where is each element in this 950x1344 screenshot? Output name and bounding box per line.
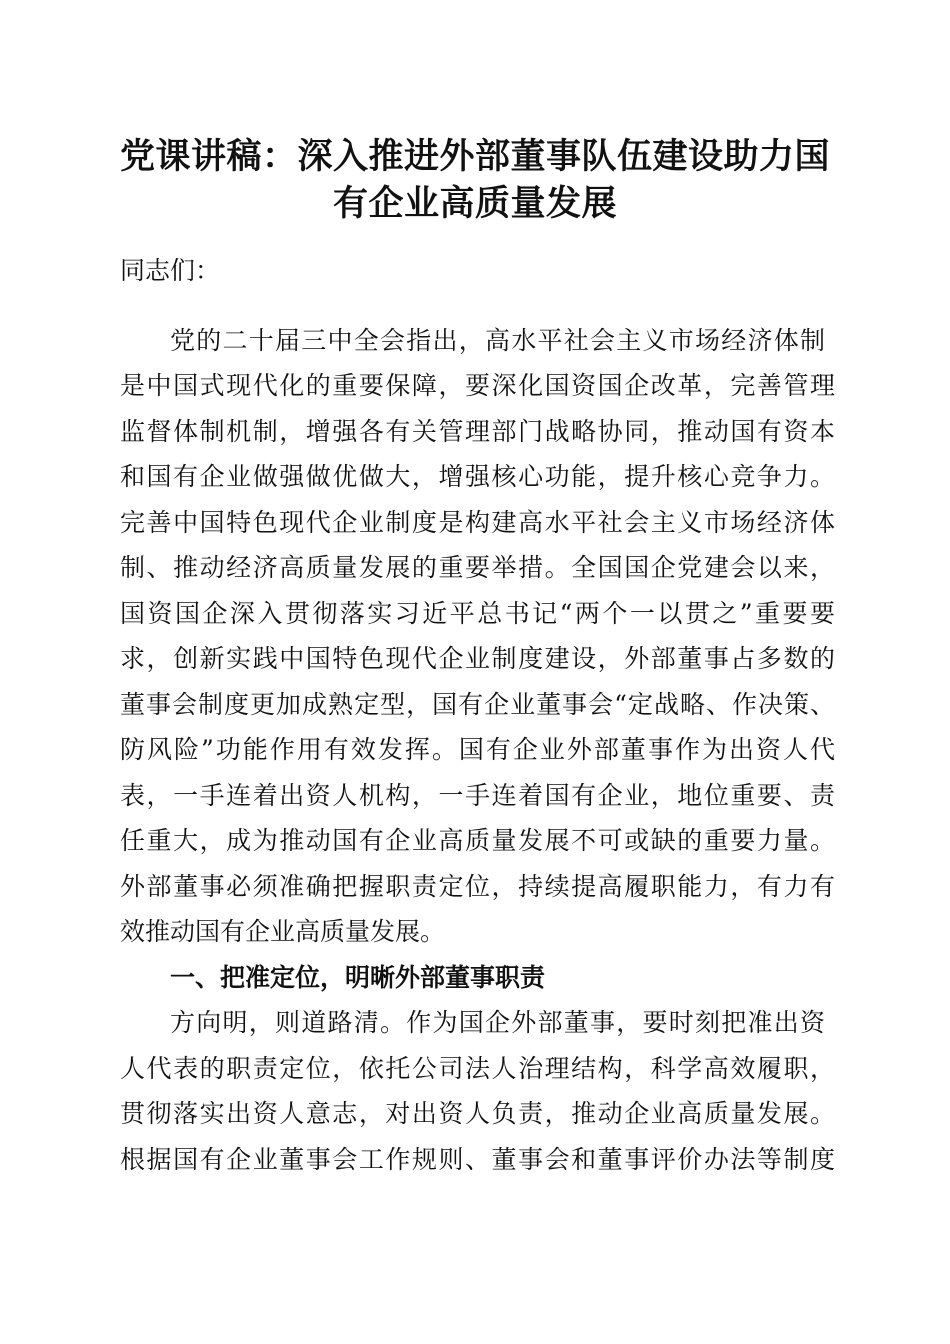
paragraph-line: 国资国企深入贯彻落实习近平总书记“两个一以贯之”重要要 [120, 599, 835, 628]
paragraph-line: 根据国有企业董事会工作规则、董事会和董事评价办法等制度 [120, 1145, 835, 1174]
paragraph-line: 和国有企业做强做优做大，增强核心功能，提升核心竞争力。 [120, 462, 835, 491]
section-heading: 一、把准定位，明晰外部董事职责 [170, 963, 546, 992]
paragraph-line: 外部董事必须准确把握职责定位，持续提高履职能力，有力有 [120, 872, 835, 901]
paragraph-line: 监督体制机制，增强各有关管理部门战略协同，推动国有资本 [120, 417, 835, 446]
paragraph-line: 是中国式现代化的重要保障，要深化国资国企改革，完善管理 [120, 371, 835, 400]
paragraph-line: 效推动国有企业高质量发展。 [120, 917, 446, 946]
document-title-line-2: 有企业高质量发展 [332, 183, 617, 224]
paragraph-line: 防风险”功能作用有效发挥。国有企业外部董事作为出资人代 [120, 735, 835, 764]
document-title-line-1: 党课讲稿：深入推进外部董事队伍建设助力国 [119, 136, 830, 177]
paragraph-line: 贯彻落实出资人意志，对出资人负责，推动企业高质量发展。 [120, 1099, 835, 1128]
salutation: 同志们： [120, 256, 221, 285]
paragraph-line: 完善中国特色现代企业制度是构建高水平社会主义市场经济体 [120, 508, 835, 537]
paragraph-line: 表，一手连着出资人机构，一手连着国有企业，地位重要、责 [120, 781, 835, 810]
paragraph-line: 制、推动经济高质量发展的重要举措。全国国企党建会以来， [120, 553, 835, 582]
paragraph-line: 人代表的职责定位，依托公司法人治理结构，科学高效履职， [120, 1054, 835, 1083]
paragraph-line: 董事会制度更加成熟定型，国有企业董事会“定战略、作决策、 [120, 690, 835, 719]
paragraph-line: 求，创新实践中国特色现代企业制度建设，外部董事占多数的 [120, 644, 835, 673]
paragraph-line: 党的二十届三中全会指出，高水平社会主义市场经济体制 [170, 326, 825, 355]
paragraph-line: 方向明，则道路清。作为国企外部董事，要时刻把准出资 [170, 1008, 825, 1037]
paragraph-line: 任重大，成为推动国有企业高质量发展不可或缺的重要力量。 [120, 826, 835, 855]
